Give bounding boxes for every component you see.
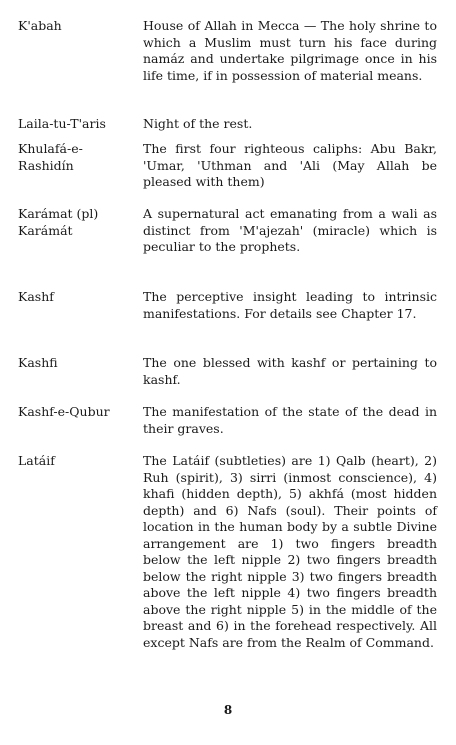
page-number: 8 xyxy=(223,703,233,717)
glossary-term: Latáif xyxy=(18,453,55,468)
glossary-term: Kashf-e-Qubur xyxy=(18,404,110,419)
glossary-term: Kashfi xyxy=(18,355,58,370)
glossary-term: Kashf xyxy=(18,289,54,304)
glossary-definition: The Latáif (subtleties) are 1) Qalb (heart), 2) Ruh (spirit), 3) sirri (inmost conscience), 4) khafi (hidden depth), 5) akhfá (most hidden depth) and 6) Nafs (soul). Their points of location in the human body by a subtle Divine arrangement are 1) two fingers breadth below the left nipple 2) two fingers breadth below the right nipple 3) two fingers breadth above the left nipple 4) two fingers breadth above the right nipple 5) in the middle of the breast and 6) in the forehead respectively. All except Nafs are from the Realm of Command. xyxy=(143,453,437,650)
glossary-term: Khulafá-e- Rashidín xyxy=(18,141,83,173)
glossary-definition: The one blessed with kashf or pertaining to kashf. xyxy=(143,355,437,387)
glossary-definition: The first four righteous caliphs: Abu Bakr, 'Umar, 'Uthman and 'Ali (May Allah be pleased with them) xyxy=(143,141,437,189)
glossary-term: Laila-tu-T'aris xyxy=(18,116,106,131)
glossary-term: K'abah xyxy=(18,18,62,33)
glossary-definition: A supernatural act emanating from a wali as distinct from 'M'ajezah' (miracle) which is peculiar to the prophets. xyxy=(143,206,437,254)
glossary-definition: Night of the rest. xyxy=(143,116,253,131)
glossary-definition: The manifestation of the state of the dead in their graves. xyxy=(143,404,437,436)
glossary-definition: The perceptive insight leading to intrinsic manifestations. For details see Chapter 17. xyxy=(143,289,437,321)
glossary-term: Karámat (pl) Karámát xyxy=(18,206,99,238)
glossary-definition: House of Allah in Mecca — The holy shrine to which a Muslim must turn his face during namáz and undertake pilgrimage once in his life time, if in possession of material means. xyxy=(143,18,437,83)
